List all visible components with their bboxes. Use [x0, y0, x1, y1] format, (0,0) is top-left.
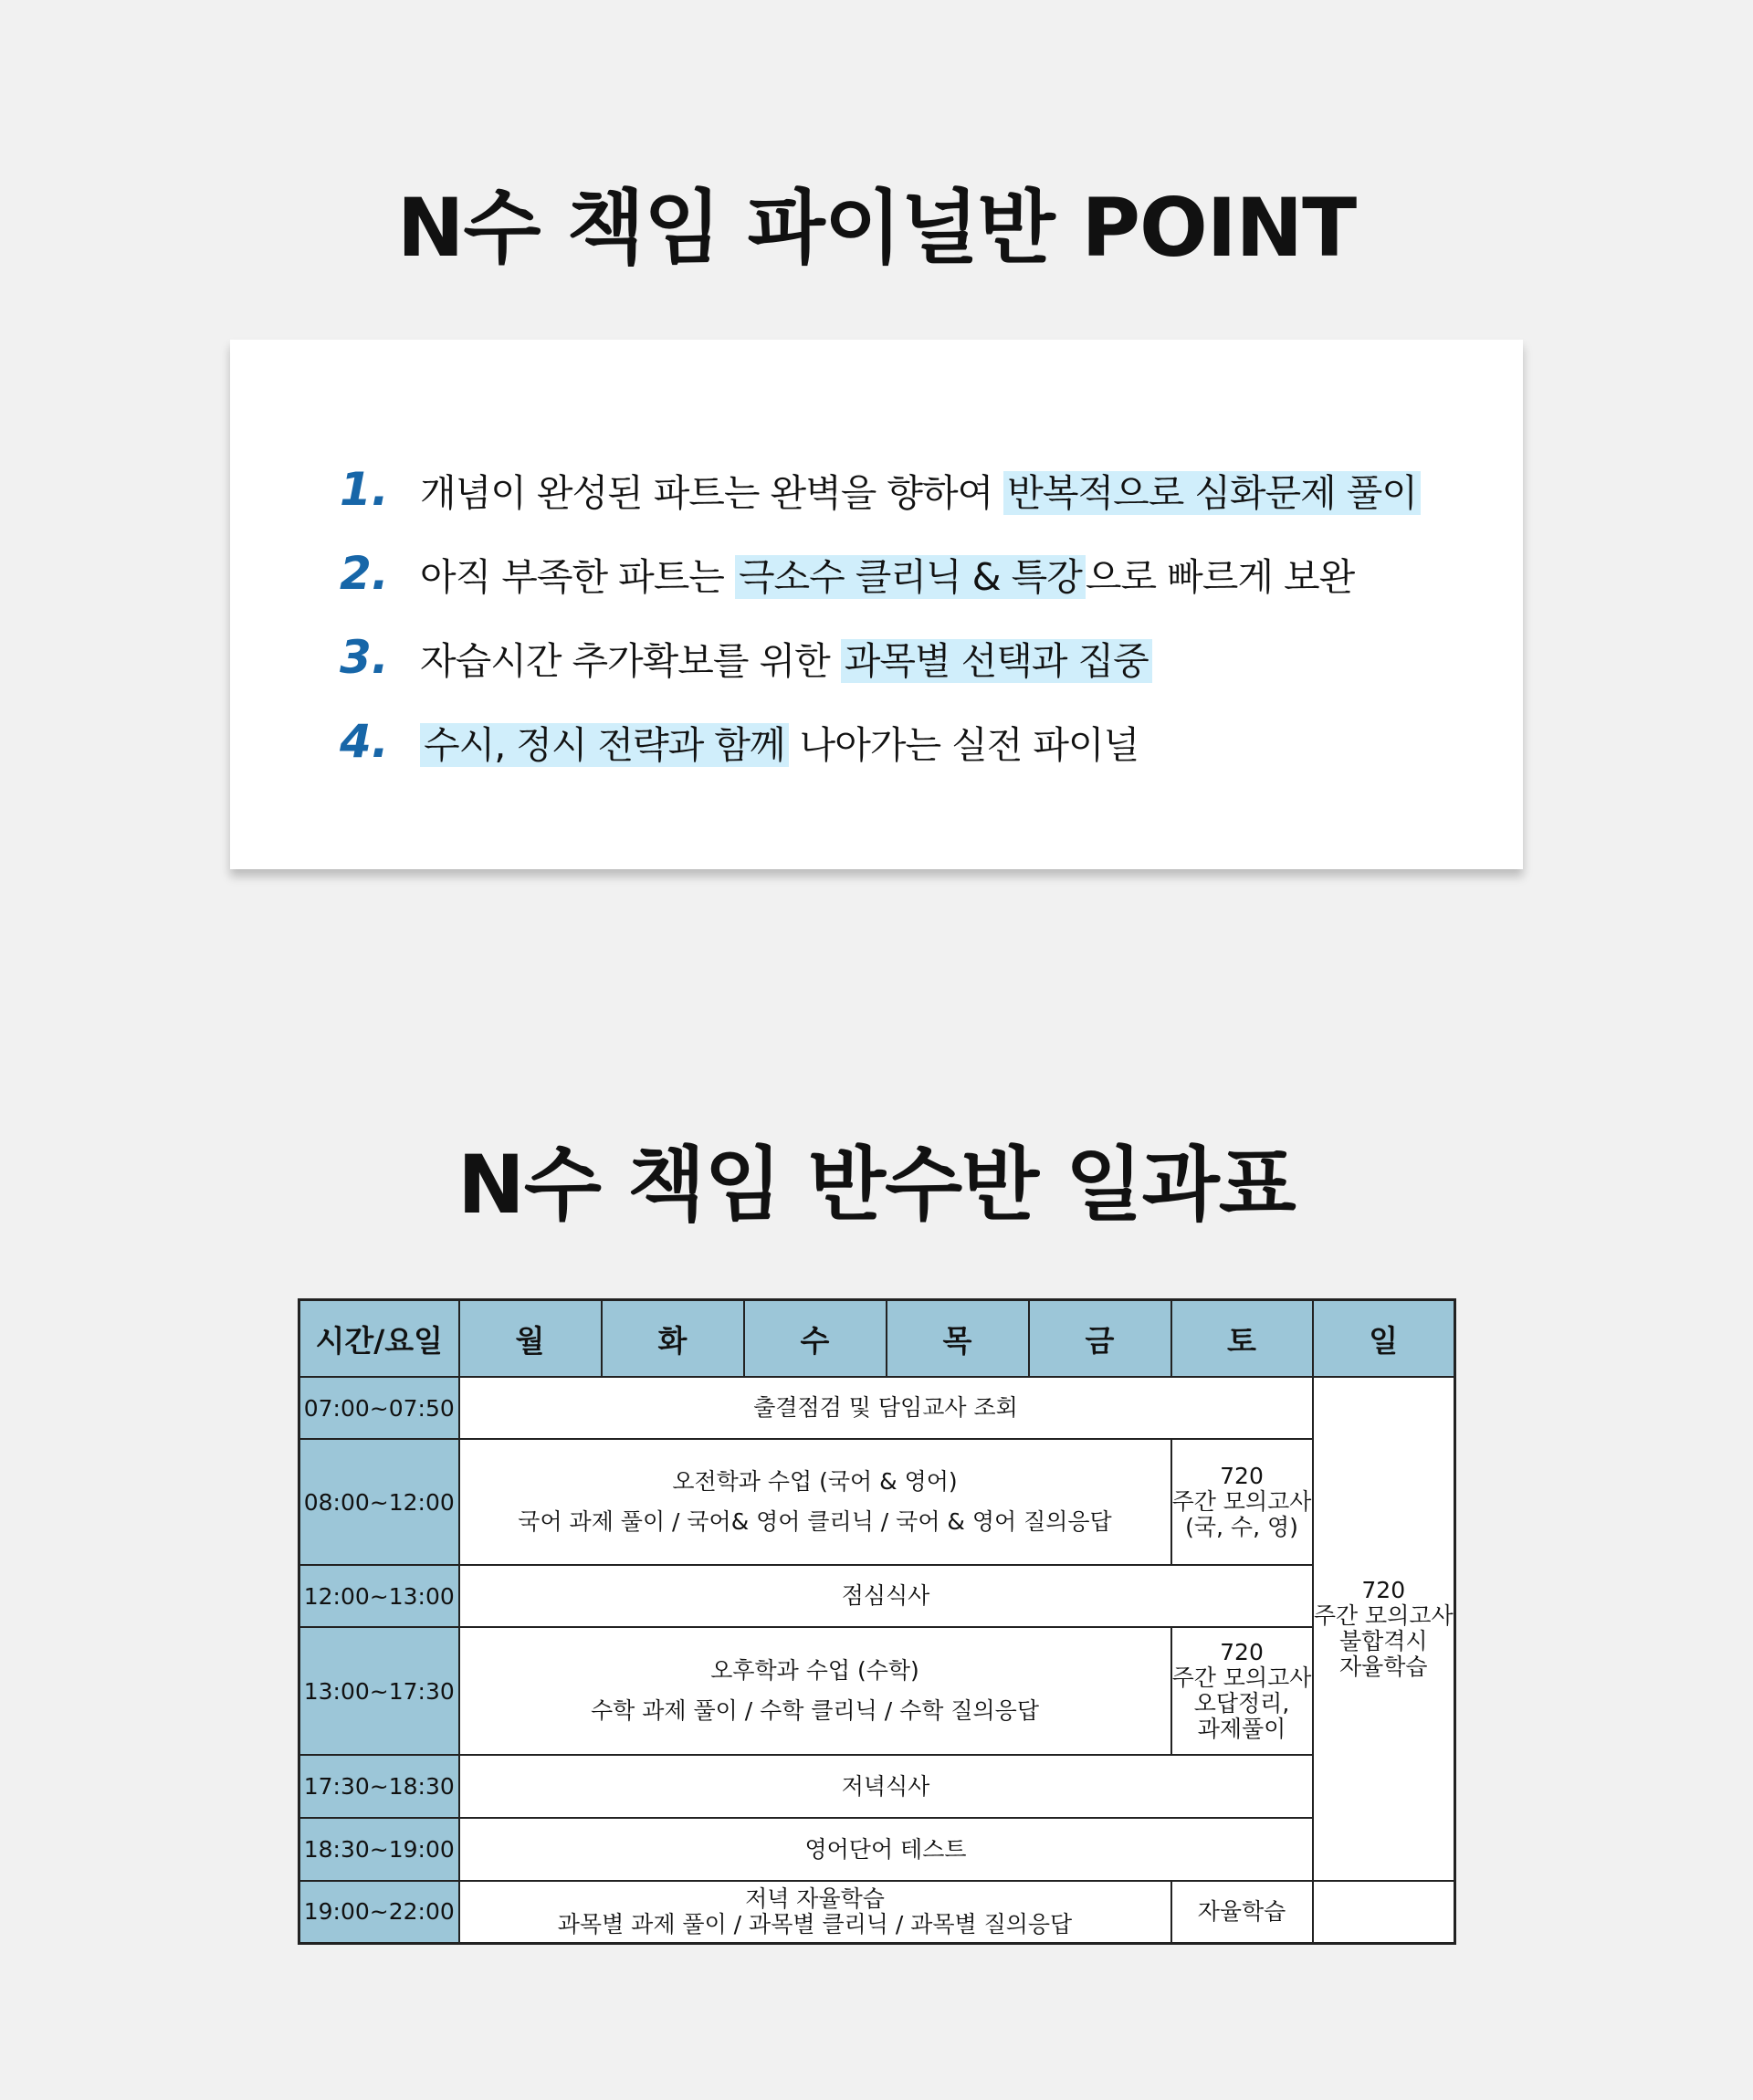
saturday-cell: 자율학습: [1171, 1881, 1313, 1943]
point-highlight: 극소수 클리닉 & 특강: [735, 555, 1086, 599]
header-sun: 일: [1313, 1300, 1455, 1378]
point-list: [340, 447, 1421, 783]
schedule-table: [298, 1298, 1456, 1945]
sunday-line: 720: [1361, 1577, 1406, 1603]
point-text: [420, 715, 1139, 769]
sunday-line: 주간 모의고사: [1313, 1602, 1454, 1629]
weekday-activity-cell: 출결점검 및 담임교사 조회: [459, 1377, 1313, 1439]
point-text-plain: 으로 빠르게 보완: [1085, 554, 1355, 599]
sunday-cell: [1313, 1377, 1455, 1881]
point-text-plain: 개념이 완성된 파트는 완벽을 향하여: [420, 470, 1004, 515]
sunday-line: 자율학습: [1338, 1654, 1428, 1680]
time-cell: 08:00~12:00: [299, 1439, 459, 1565]
point-highlight: 과목별 선택과 집중: [841, 639, 1152, 683]
time-cell: 13:00~17:30: [299, 1627, 459, 1755]
point-section-title: N수 책임 파이널반 POINT: [396, 181, 1357, 275]
saturday-cell: [1171, 1627, 1313, 1755]
point-item: [340, 615, 1421, 699]
saturday-line: 720: [1220, 1463, 1264, 1489]
point-card: [230, 340, 1523, 869]
point-text: [420, 631, 1152, 685]
time-cell: 17:30~18:30: [299, 1755, 459, 1818]
activity-line: 오후학과 수업 (수학): [710, 1657, 919, 1684]
weekday-activity-cell: 영어단어 테스트: [459, 1818, 1313, 1881]
weekday-activity-cell: [459, 1439, 1171, 1565]
point-item: [340, 447, 1421, 531]
weekday-activity-cell: 점심식사: [459, 1565, 1313, 1627]
point-number: 1.: [340, 463, 389, 516]
point-item: [340, 699, 1421, 783]
weekday-activity-cell: [459, 1627, 1171, 1755]
point-text: [420, 547, 1354, 601]
table-row: [299, 1565, 1455, 1627]
point-highlight: 반복적으로 심화문제 풀이: [1003, 471, 1421, 515]
table-row: [299, 1627, 1455, 1755]
saturday-line: 주간 모의고사: [1171, 1488, 1312, 1515]
header-mon: 월: [459, 1300, 602, 1378]
point-number: 4.: [340, 715, 389, 768]
saturday-line: 과제풀이: [1197, 1716, 1286, 1742]
activity-line: 오전학과 수업 (국어 & 영어): [672, 1468, 958, 1495]
table-row: [299, 1377, 1455, 1439]
point-item: [340, 531, 1421, 615]
table-row: [299, 1881, 1455, 1943]
table-row: [299, 1755, 1455, 1818]
point-number: 2.: [340, 547, 389, 600]
saturday-line: (국, 수, 영): [1185, 1514, 1298, 1540]
weekday-activity-cell: [459, 1881, 1171, 1943]
saturday-line: 오답정리,: [1193, 1690, 1290, 1717]
time-cell: 12:00~13:00: [299, 1565, 459, 1627]
point-highlight: 수시, 정시 전략과 함께: [420, 723, 789, 767]
header-sat: 토: [1171, 1300, 1313, 1378]
activity-line: 국어 과제 풀이 / 국어& 영어 클리닉 / 국어 & 영어 질의응답: [518, 1508, 1112, 1535]
activity-line: 과목별 과제 풀이 / 과목별 클리닉 / 과목별 질의응답: [557, 1910, 1073, 1937]
point-text-plain: 나아가는 실전 파이널: [788, 722, 1139, 767]
time-cell: 07:00~07:50: [299, 1377, 459, 1439]
schedule-section-title: N수 책임 반수반 일과표: [457, 1138, 1296, 1232]
point-number: 3.: [340, 631, 389, 684]
sunday-cell: [1313, 1881, 1455, 1943]
table-row: [299, 1818, 1455, 1881]
weekday-activity-cell: 저녁식사: [459, 1755, 1313, 1818]
header-wed: 수: [744, 1300, 887, 1378]
schedule-table-wrap: [298, 1298, 1456, 1945]
sunday-line: 불합격시: [1338, 1628, 1428, 1654]
activity-line: 수학 과제 풀이 / 수학 클리닉 / 수학 질의응답: [591, 1697, 1039, 1724]
time-cell: 18:30~19:00: [299, 1818, 459, 1881]
saturday-cell: [1171, 1439, 1313, 1565]
time-cell: 19:00~22:00: [299, 1881, 459, 1943]
saturday-line: 주간 모의고사: [1171, 1664, 1312, 1691]
point-text-plain: 아직 부족한 파트는: [420, 554, 735, 599]
header-time-day: 시간/요일: [299, 1300, 459, 1378]
header-thu: 목: [887, 1300, 1029, 1378]
saturday-line: 720: [1220, 1639, 1264, 1665]
header-fri: 금: [1029, 1300, 1171, 1378]
point-text-plain: 자습시간 추가확보를 위한: [420, 638, 841, 683]
point-text: [420, 463, 1421, 517]
activity-line: 저녁 자율학습: [745, 1885, 885, 1912]
header-row: [299, 1300, 1455, 1378]
table-row: [299, 1439, 1455, 1565]
header-tue: 화: [602, 1300, 744, 1378]
